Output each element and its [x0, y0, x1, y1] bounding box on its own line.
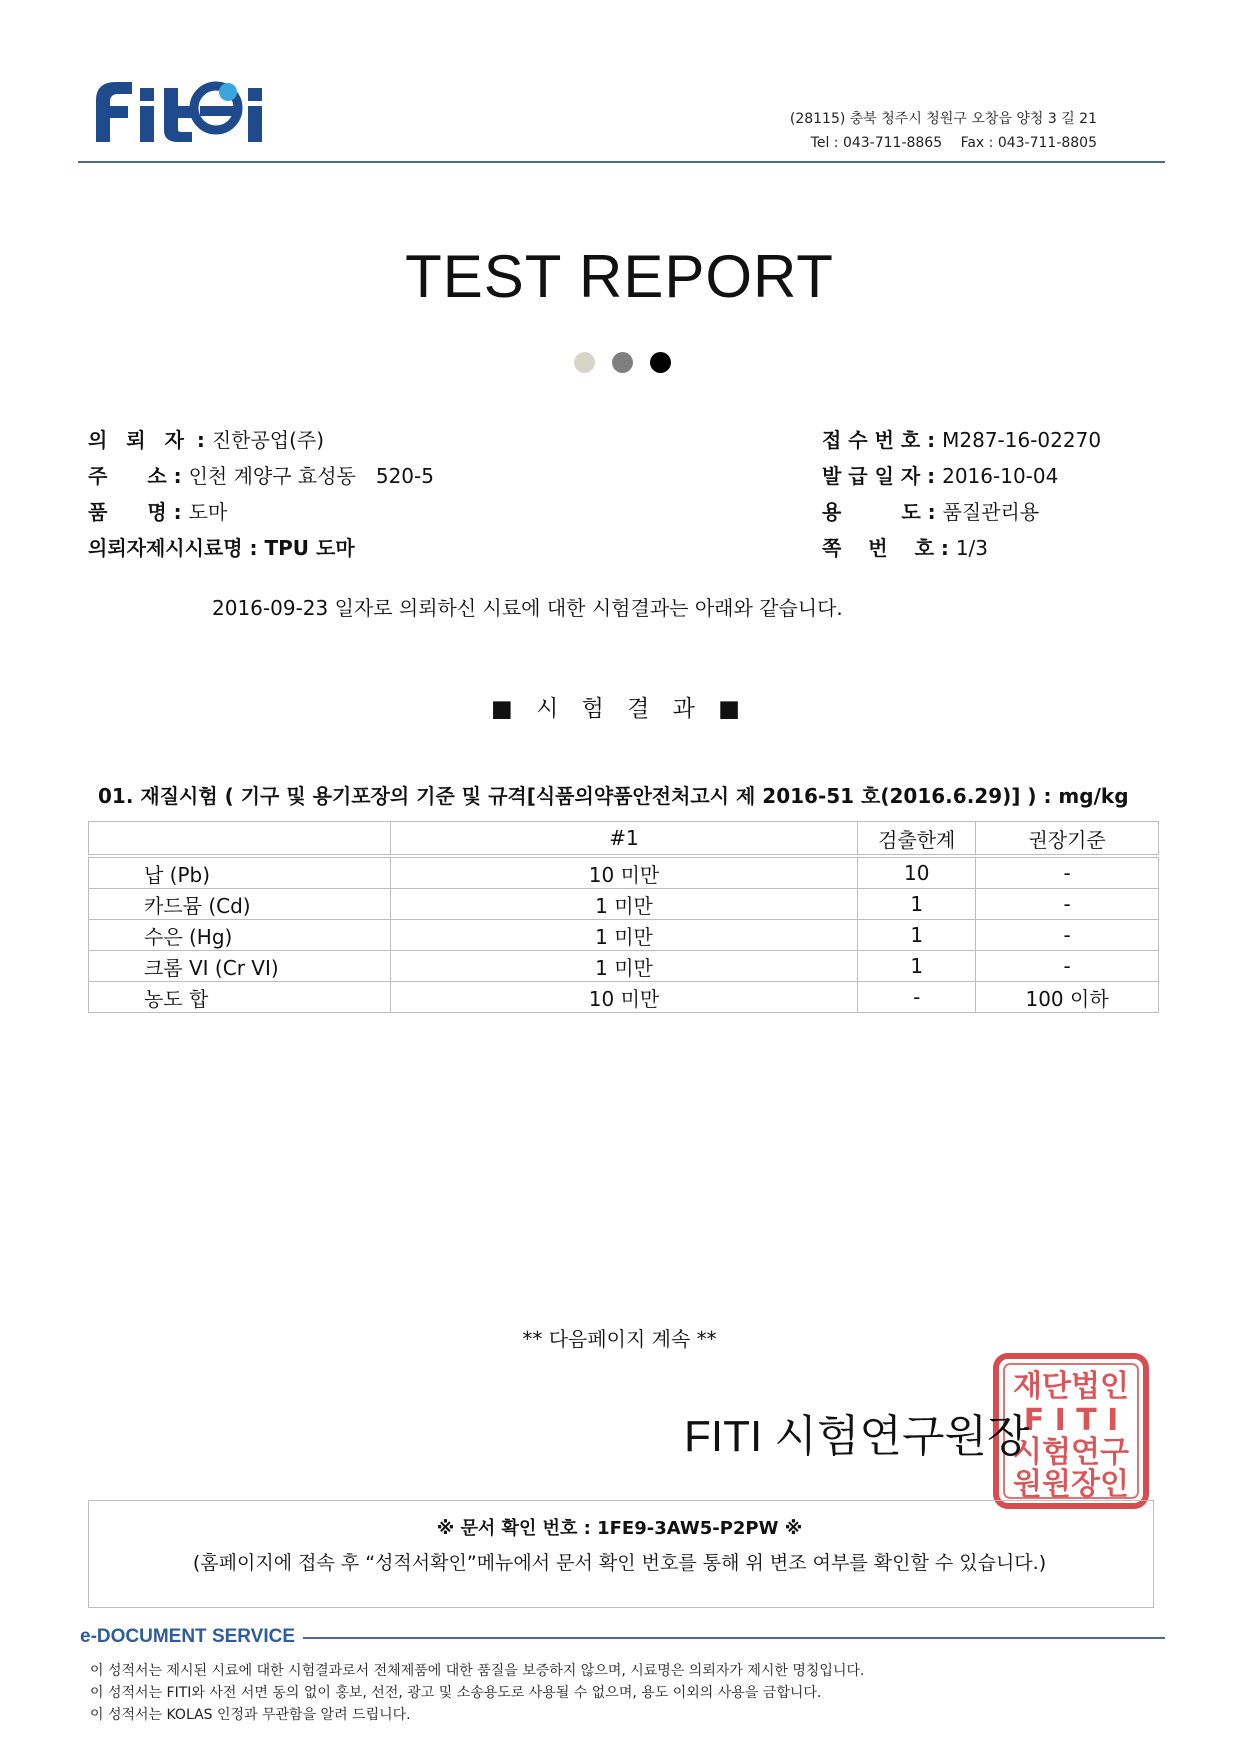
info-value: 인천 계양구 효성동 520-5	[188, 464, 434, 488]
notice-line: 이 성적서는 KOLAS 인정과 무관함을 알려 드립니다.	[90, 1707, 411, 1723]
document-verification-number: ※ 문서 확인 번호 : 1FE9-3AW5-P2PW ※	[436, 1518, 803, 1539]
info-label: 발 급 일 자	[822, 464, 921, 488]
recommended-standard: 100 이하	[976, 982, 1159, 1013]
table-row	[89, 951, 1159, 982]
dot-black	[650, 352, 671, 373]
analyte-name: 농도 합	[89, 982, 391, 1013]
company-address	[790, 107, 1097, 155]
info-value: TPU 도마	[264, 536, 355, 560]
table-header: 권장기준	[976, 822, 1159, 855]
info-left	[88, 422, 434, 566]
analyte-name: 수은 (Hg)	[89, 920, 391, 951]
analyte-name: 납 (Pb)	[89, 858, 391, 889]
result-value: 10 미만	[390, 858, 858, 889]
table-row	[89, 858, 1159, 889]
info-label: 용 도	[822, 500, 921, 524]
notice-line: 이 성적서는 제시된 시료에 대한 시험결과로서 전체제품에 대한 품질을 보증하지 않으며, 시료명은 의뢰자가 제시한 명칭입니다.	[90, 1663, 865, 1679]
result-value: 10 미만	[390, 982, 858, 1013]
detection-limit: 1	[858, 920, 976, 951]
intro-text: 2016-09-23 일자로 의뢰하신 시료에 대한 시험결과는 아래와 같습니다.	[212, 596, 843, 620]
table-row	[89, 982, 1159, 1013]
signature-title: FITI 시험연구원장	[684, 1412, 1030, 1461]
dot-light	[574, 352, 595, 373]
table-header-row	[89, 822, 1159, 855]
recommended-standard: -	[976, 951, 1159, 982]
fiti-logo	[88, 70, 288, 150]
info-label: 주 소	[88, 464, 167, 488]
info-row-page-no: 쪽 번 호 : 1/3	[822, 530, 1101, 566]
info-value: 도마	[188, 500, 228, 524]
detection-limit: 1	[858, 951, 976, 982]
info-label: 품 명	[88, 500, 167, 524]
info-label: 쪽 번 호	[822, 536, 934, 560]
info-label: 의뢰자제시시료명	[88, 536, 243, 560]
info-value: 진한공업(주)	[211, 428, 325, 452]
detection-limit: -	[858, 982, 976, 1013]
table-row	[89, 889, 1159, 920]
report-title: TEST REPORT	[405, 243, 834, 310]
seal-line: F I T I	[1023, 1403, 1119, 1438]
footer-divider	[300, 1637, 1165, 1639]
info-row-issue-date: 발 급 일 자 : 2016-10-04	[822, 458, 1101, 494]
verification-instructions: (홈페이지에 접속 후 “성적서확인”메뉴에서 문서 확인 번호를 통해 위 변조 여부를 확인할 수 있습니다.)	[192, 1552, 1047, 1574]
seal-line: 시험연구	[1013, 1435, 1129, 1470]
recommended-standard: -	[976, 858, 1159, 889]
info-value: M287-16-02270	[942, 428, 1102, 452]
result-value: 1 미만	[390, 889, 858, 920]
section-heading: ■ 시 험 결 과 ■	[491, 696, 748, 722]
info-row-address: 주 소 : 인천 계양구 효성동 520-5	[88, 458, 434, 494]
continued-note: ** 다음페이지 계속 **	[522, 1327, 717, 1351]
info-value: 품질관리용	[942, 500, 1040, 524]
edocument-service-label: e-DOCUMENT SERVICE	[80, 1626, 303, 1648]
info-right	[822, 422, 1101, 566]
seal-line: 재단법인	[1013, 1369, 1129, 1404]
address-line: (28115) 충북 청주시 청원구 오창읍 양청 3 길 21	[789, 111, 1097, 127]
info-row-receipt-no: 접 수 번 호 : M287-16-02270	[822, 422, 1101, 458]
test-heading: 01. 재질시험 ( 기구 및 용기포장의 기준 및 규격[식품의약품안전처고시 제 2016-51 호(2016.6.29)] ) : mg/kg	[98, 784, 1129, 808]
table-header: #1	[390, 822, 858, 855]
info-row-sample-name: 의뢰자제시시료명 : TPU 도마	[88, 530, 434, 566]
table-row	[89, 920, 1159, 951]
result-value: 1 미만	[390, 920, 858, 951]
info-row-purpose: 용 도 : 품질관리용	[822, 494, 1101, 530]
analyte-name: 크롬 VI (Cr VI)	[89, 951, 391, 982]
info-row-product: 품 명 : 도마	[88, 494, 434, 530]
notice-line: 이 성적서는 FITI와 사전 서면 동의 없이 홍보, 선전, 광고 및 소송용도로 사용될 수 없으며, 용도 이외의 사용을 금합니다.	[90, 1685, 822, 1701]
recommended-standard: -	[976, 889, 1159, 920]
dot-gray	[612, 352, 633, 373]
decorative-dots	[574, 352, 671, 373]
seal-line: 원원장인	[1013, 1467, 1129, 1502]
info-value: 1/3	[955, 536, 989, 560]
result-value: 1 미만	[390, 951, 858, 982]
header-divider	[78, 161, 1165, 163]
info-value: 2016-10-04	[942, 464, 1059, 488]
table-header: 검출한계	[858, 822, 976, 855]
info-label: 의 뢰 자	[88, 428, 190, 452]
info-label: 접 수 번 호	[822, 428, 921, 452]
analyte-name: 카드뮴 (Cd)	[89, 889, 391, 920]
info-row-client: 의 뢰 자 : 진한공업(주)	[88, 422, 434, 458]
recommended-standard: -	[976, 920, 1159, 951]
results-table	[88, 821, 1159, 1013]
detection-limit: 10	[858, 858, 976, 889]
contact-line: Tel : 043-711-8865 Fax : 043-711-8805	[810, 135, 1097, 151]
table-header	[89, 822, 391, 855]
detection-limit: 1	[858, 889, 976, 920]
